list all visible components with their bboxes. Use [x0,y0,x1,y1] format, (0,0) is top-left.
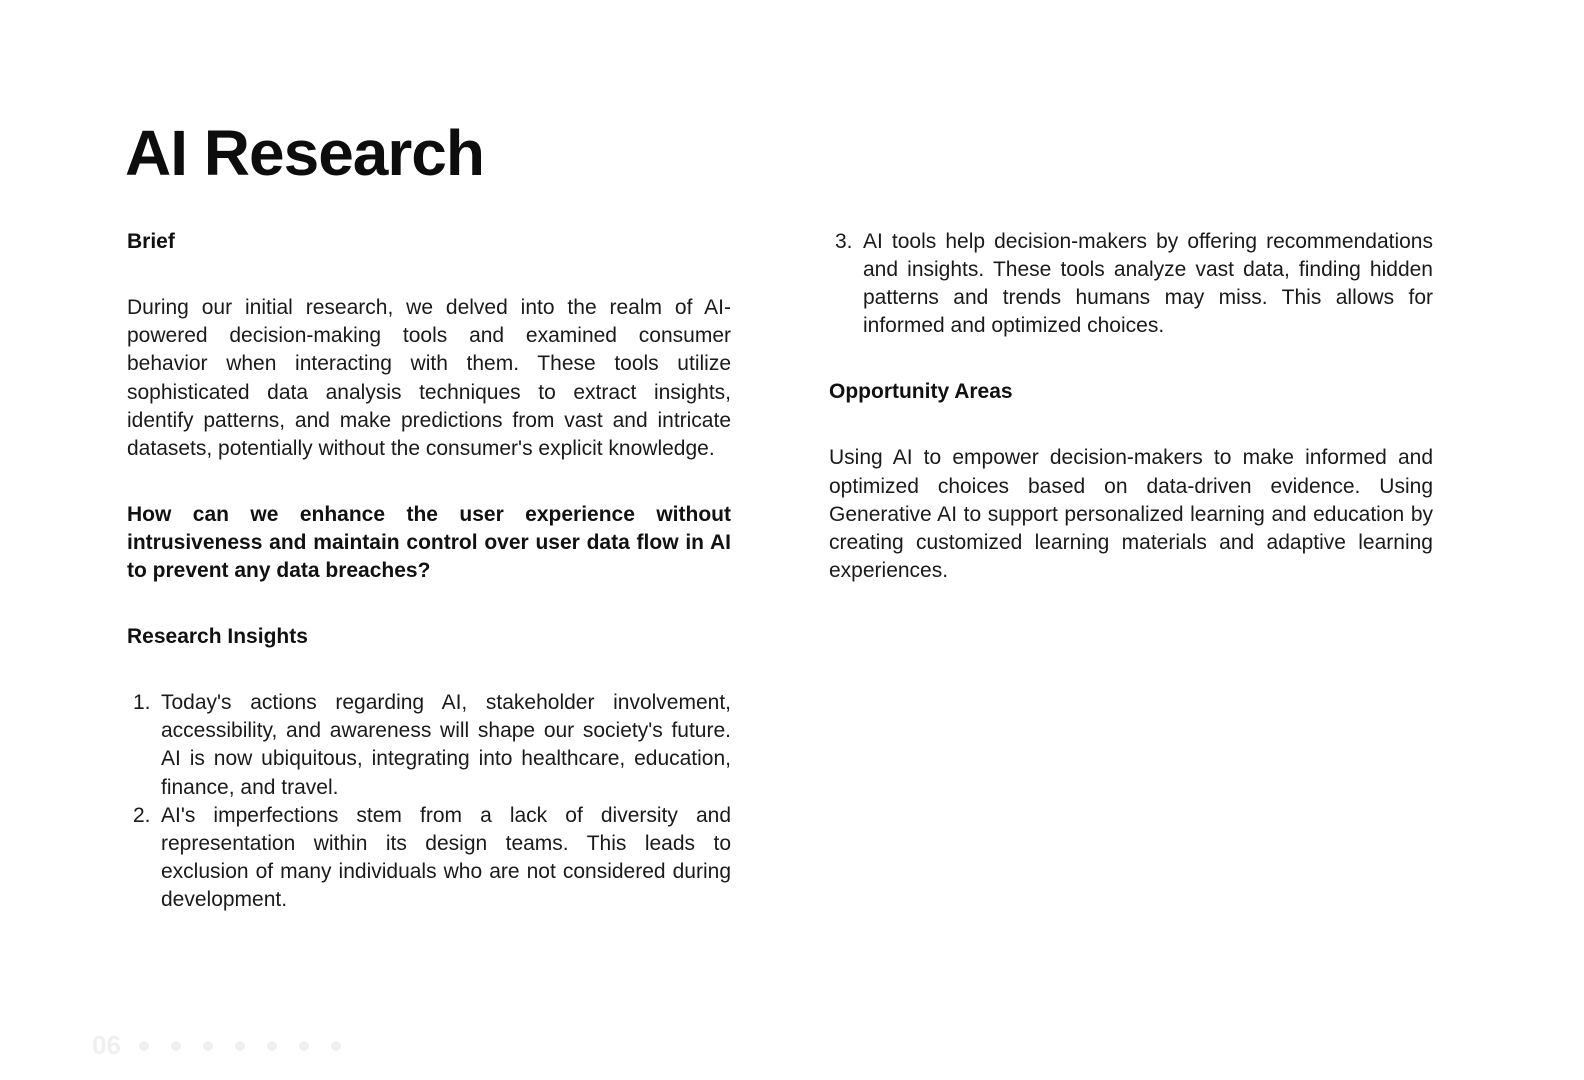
page-dot [299,1041,309,1051]
opportunity-paragraph: Using AI to empower decision-makers to make informed and optimized choices based on data-driven evidence. Using Generative AI to support personalized learning and education by creating customized learning materials and adaptive learning experiences. [829,446,1433,583]
opportunity-areas-heading: Opportunity Areas [829,380,1013,404]
page-number: 06 [92,1030,121,1060]
page-title: AI Research [125,117,484,189]
brief-paragraph: During our initial research, we delved into the realm of AI-powered decision-making tools and examined consumer behavior when interacting with them. These tools utilize sophisticated data analysis techniques to extract insights, identify patterns, and make predictions from vast and intricate datasets, potentially without the consumer's explicit knowledge. [127,296,731,461]
list-item-text: AI tools help decision-makers by offering recommendations and insights. These tools analyze vast data, finding hidden patterns and trends humans may miss. This allows for informed and optimized choices. [863,230,1433,338]
research-question: How can we enhance the user experience without intrusiveness and maintain control over user data flow in AI to prevent any data breaches? [127,503,731,583]
brief-heading: Brief [127,230,175,253]
list-item [127,689,731,801]
insights-list-continued [829,228,1433,340]
page-dot [331,1041,341,1051]
list-item-number: 3. [835,230,853,253]
list-item [829,228,1433,340]
page-dot [171,1041,181,1051]
page-dot [267,1041,277,1051]
list-item-text: AI's imperfections stem from a lack of diversity and representation within its design teams. This leads to exclusion of many individuals who are not considered during development. [161,803,731,911]
page-dot [235,1041,245,1051]
page-dot [203,1041,213,1051]
list-item [127,802,731,914]
list-item-number: 2. [133,803,151,827]
list-item-text: Today's actions regarding AI, stakeholder involvement, accessibility, and awareness will shape our society's future. AI is now ubiquitous, integrating into healthcare, education, finance, and travel. [161,691,731,799]
insights-list [127,689,731,914]
right-column [829,228,1433,585]
page-footer [92,1030,341,1061]
research-insights-heading: Research Insights [127,625,308,649]
page-dots [139,1041,341,1051]
list-item-number: 1. [133,691,151,715]
page-dot [139,1041,149,1051]
left-column [127,228,731,914]
